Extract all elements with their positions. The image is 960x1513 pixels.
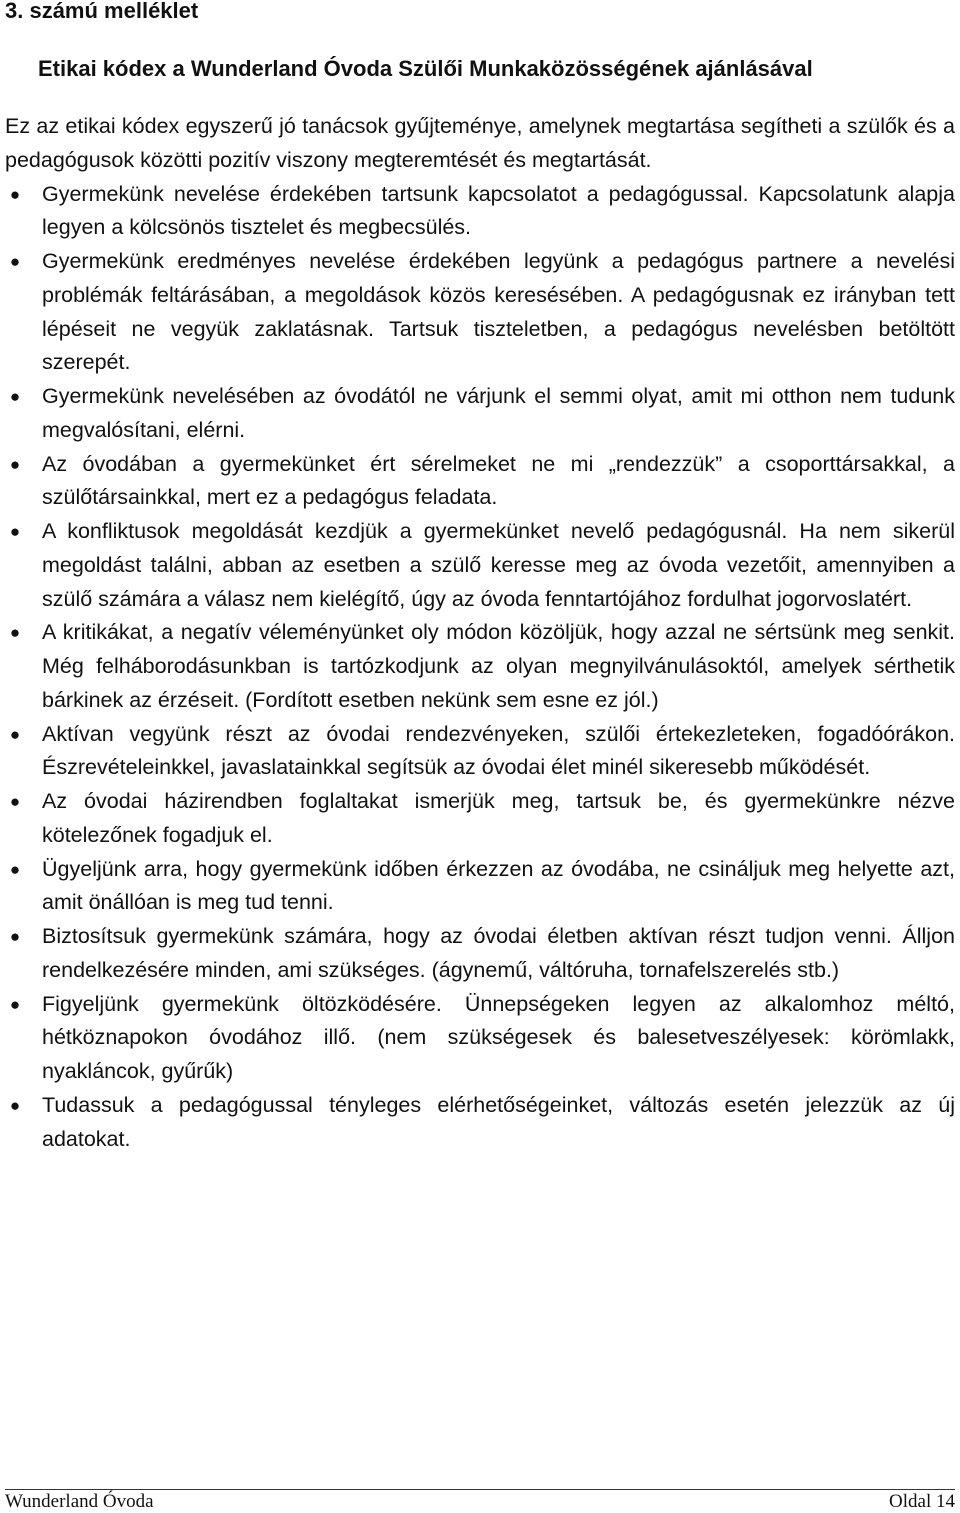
rule-item [5, 245, 955, 380]
bullet-icon: ● [9, 792, 21, 811]
rule-text: Gyermekünk eredményes nevelése érdekében legyünk a pedagógus partnere a nevelési problémák feltárásában, a megoldások közös keresésében. A pedagógusnak ez irányban tett lépéseit ne vegyük zaklatásnak. Tartsuk tiszteletben, a pedagógus nevelésben betöltött szerepét. [42, 249, 955, 375]
rule-item [5, 178, 955, 246]
rule-text: Aktívan vegyünk részt az óvodai rendezvényeken, szülői értekezleteken, fogadóórákon. Észrevételeinkkel, javaslatainkkal segítsük az óvodai élet minél sikeresebb működését. [42, 721, 955, 780]
bullet-icon: ● [9, 859, 21, 879]
rule-text: Ügyeljünk arra, hogy gyermekünk időben érkezzen az óvodába, ne csináljuk meg helyette azt, amit önállóan is meg tud tenni. [42, 856, 955, 915]
footer-divider [5, 1489, 955, 1490]
bullet-icon: ● [9, 454, 21, 474]
bullet-icon: ● [9, 927, 21, 946]
rule-item [5, 616, 955, 717]
bullet-icon: ● [9, 252, 21, 271]
bullet-icon: ● [9, 623, 21, 643]
document-heading: Etikai kódex a Wunderland Óvoda Szülői Munkaközösségének ajánlásával [38, 56, 813, 81]
rule-item [5, 1089, 955, 1157]
rule-item [5, 853, 955, 921]
rule-text: Gyermekünk nevelése érdekében tartsunk kapcsolatot a pedagógussal. Kapcsolatunk alapja legyen a kölcsönös tisztelet és megbecsülés. [42, 181, 955, 240]
rule-item [5, 515, 955, 616]
rule-text: A konfliktusok megoldását kezdjük a gyermekünket nevelő pedagógusnál. Ha nem sikerül megoldást találni, abban az esetben a szülő keresse meg az óvoda vezetőit, amennyiben a szülő számára a válasz nem kielégítő, úgy az óvoda fenntartójához fordulhat jogorvoslatért. [42, 519, 955, 611]
rule-text: Figyeljünk gyermekünk öltözködésére. Ünnepségeken legyen az alkalomhoz méltó, hétköznapokon óvodához illő. (nem szükségesek és balesetveszélyesek: körömlakk, nyakláncok, gyűrűk) [42, 991, 955, 1083]
bullet-icon: ● [9, 1095, 21, 1115]
footer-page-number: Oldal 14 [889, 1491, 955, 1512]
bullet-icon: ● [9, 184, 21, 204]
bullet-icon: ● [9, 522, 21, 541]
rule-item [5, 718, 955, 786]
rule-text: Biztosítsuk gyermekünk számára, hogy az óvodai életben aktívan részt tudjon venni. Álljon rendelkezésére minden, ami szükséges. (ágynemű, váltóruha, tornafelszerelés stb.) [42, 924, 955, 982]
rule-item [5, 988, 955, 1089]
rule-text: Gyermekünk nevelésében az óvodától ne várjunk el semmi olyat, amit mi otthon nem tudunk megvalósítani, elérni. [42, 384, 955, 442]
rules-list [5, 178, 955, 1157]
rule-item [5, 785, 955, 853]
rule-text: Az óvodában a gyermekünket ért sérelmeket ne mi „rendezzük” a csoporttársakkal, a szülőtársainkkal, mert ez a pedagógus feladata. [42, 451, 955, 510]
page-title: 3. számú melléklet [5, 0, 199, 23]
bullet-icon: ● [9, 994, 21, 1014]
rule-item [5, 920, 955, 988]
rule-item [5, 448, 955, 516]
bullet-icon: ● [9, 387, 21, 406]
document-body [5, 110, 955, 1156]
bullet-icon: ● [9, 724, 21, 744]
intro-paragraph: Ez az etikai kódex egyszerű jó tanácsok gyűjteménye, amelynek megtartása segítheti a szülők és a pedagógusok közötti pozitív viszony megteremtését és megtartását. [5, 114, 955, 172]
rule-text: Tudassuk a pedagógussal tényleges elérhetőségeinket, változás esetén jelezzük az új adatokat. [42, 1092, 955, 1151]
rule-item [5, 380, 955, 448]
footer-organization: Wunderland Óvoda [5, 1491, 154, 1512]
rule-text: A kritikákat, a negatív véleményünket oly módon közöljük, hogy azzal ne sértsünk meg senkit. Még felháborodásunkban is tartózkodjunk az olyan megnyilvánulásoktól, amelyek sérthetik bárkinek az érzéseit. (Fordított esetben nekünk sem esne ez jól.) [42, 620, 955, 712]
rule-text: Az óvodai házirendben foglaltakat ismerjük meg, tartsuk be, és gyermekünkre nézve kötelezőnek fogadjuk el. [42, 789, 955, 847]
